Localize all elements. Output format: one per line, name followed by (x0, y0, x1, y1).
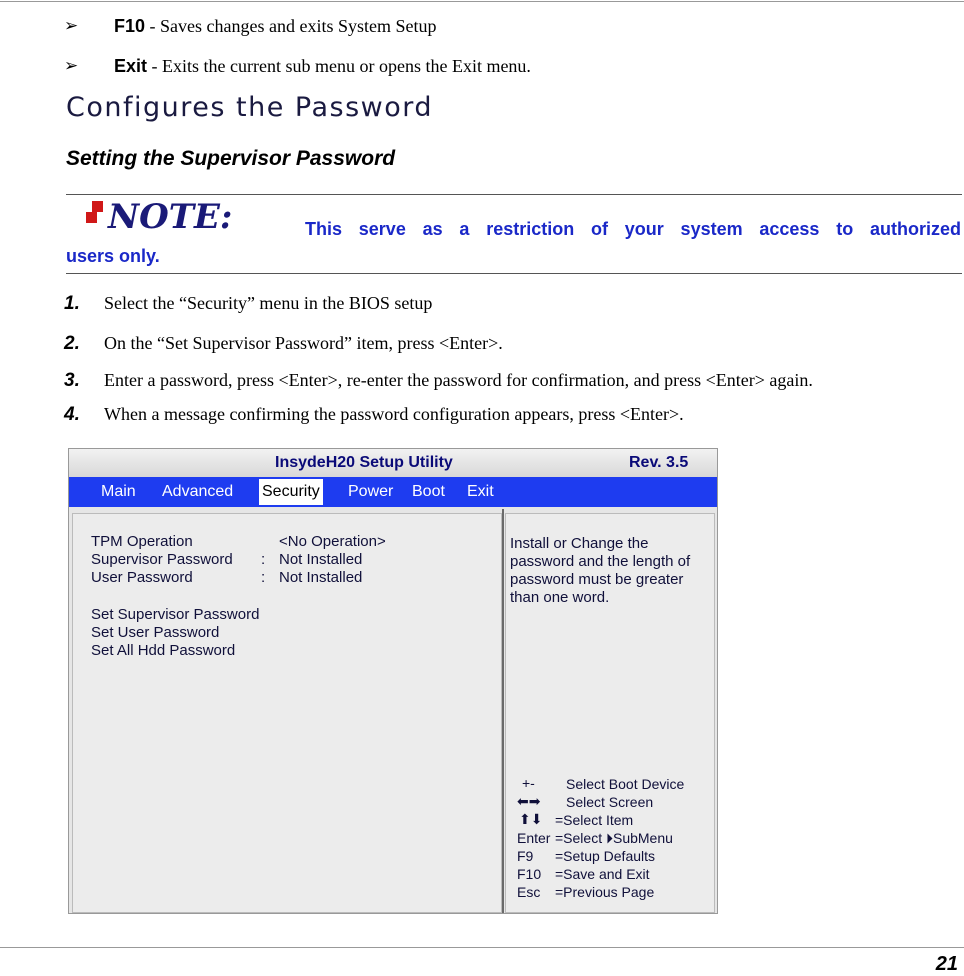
bios-title: InsydeH20 Setup Utility (275, 454, 453, 471)
step-text: Select the “Security” menu in the BIOS setup (104, 293, 433, 313)
bios-key: Esc (517, 884, 541, 900)
bios-key-desc: =Save and Exit (555, 866, 650, 882)
bios-row-value: Not Installed (279, 569, 363, 586)
bottom-rule (0, 947, 964, 948)
note-logo-icon (86, 198, 266, 238)
bullet-text: - Exits the current sub menu or opens the Exit menu. (147, 56, 531, 76)
bullet-key: F10 (114, 16, 146, 36)
bios-row-sep: : (261, 569, 266, 586)
bullet-key: Exit (114, 56, 148, 76)
section-title: Configures the Password (66, 92, 434, 123)
bios-key: F10 (517, 866, 542, 882)
bios-tab-exit[interactable]: Exit (467, 483, 494, 500)
bios-key-desc: =Select ⏵SubMenu (555, 830, 673, 846)
bios-key-desc: Select Boot Device (566, 776, 685, 792)
bios-key: F9 (517, 848, 534, 864)
arrow-bullet-icon: ➢ (64, 16, 79, 36)
step-text: When a message confirming the password configuration appears, press <Enter>. (104, 404, 684, 424)
step-number: 3. (64, 370, 80, 391)
bios-tab-power[interactable]: Power (348, 483, 394, 500)
note-bottom-rule (66, 273, 962, 274)
bullet-text: - Saves changes and exits System Setup (145, 16, 437, 36)
subsection-title: Setting the Supervisor Password (66, 147, 396, 170)
bios-row-label[interactable]: TPM Operation (91, 533, 193, 550)
bios-row-label[interactable]: User Password (91, 569, 193, 586)
bios-tab-security[interactable]: Security (259, 479, 323, 505)
step-number: 4. (64, 404, 80, 425)
bios-key-desc: =Previous Page (555, 884, 655, 900)
bios-titlebar (69, 449, 717, 477)
top-rule (0, 1, 964, 2)
bios-revision: Rev. 3.5 (629, 454, 689, 471)
bios-row-label[interactable]: Supervisor Password (91, 551, 233, 568)
bios-screenshot (68, 448, 718, 914)
step-text: On the “Set Supervisor Password” item, press <Enter>. (104, 333, 503, 353)
bios-row-value: Not Installed (279, 551, 363, 568)
bios-row-sep: : (261, 551, 266, 568)
bios-action-set-hdd-password[interactable]: Set All Hdd Password (91, 642, 236, 659)
bios-key-desc: =Select Item (555, 812, 634, 828)
bios-key: Enter (517, 830, 551, 846)
page-number: 21 (935, 953, 958, 975)
bios-arrow-lr-icon: ⬅➡ (517, 793, 541, 809)
step-text: Enter a password, press <Enter>, re-enter the password for confirmation, and press <Enter> again. (104, 370, 813, 390)
bios-row-value: <No Operation> (279, 533, 386, 550)
note-logo-text: NOTE: (108, 198, 233, 237)
bios-tab-advanced[interactable]: Advanced (162, 483, 234, 500)
bios-key-desc: =Setup Defaults (555, 848, 656, 864)
note-text-line1: This serve as a restriction of your system access to authorized (305, 219, 961, 239)
bios-tab-main[interactable]: Main (101, 483, 136, 500)
bios-key: +- (522, 775, 535, 791)
arrow-bullet-icon: ➢ (64, 56, 79, 76)
bios-arrow-ud-icon: ⬆⬇ (519, 811, 543, 827)
bios-divider (502, 509, 504, 913)
bios-action-set-user-password[interactable]: Set User Password (91, 624, 220, 641)
note-top-rule (66, 194, 962, 195)
bios-help-text: Install or Change the password and the length of password must be greater than one word. (510, 535, 691, 606)
note-text-line2: users only. (66, 246, 160, 266)
step-number: 1. (64, 293, 80, 314)
step-number: 2. (64, 333, 80, 354)
bios-action-set-supervisor-password[interactable]: Set Supervisor Password (91, 606, 260, 623)
bios-tab-boot[interactable]: Boot (412, 483, 445, 500)
bios-key-desc: Select Screen (566, 794, 654, 810)
bios-menubar (69, 477, 717, 507)
